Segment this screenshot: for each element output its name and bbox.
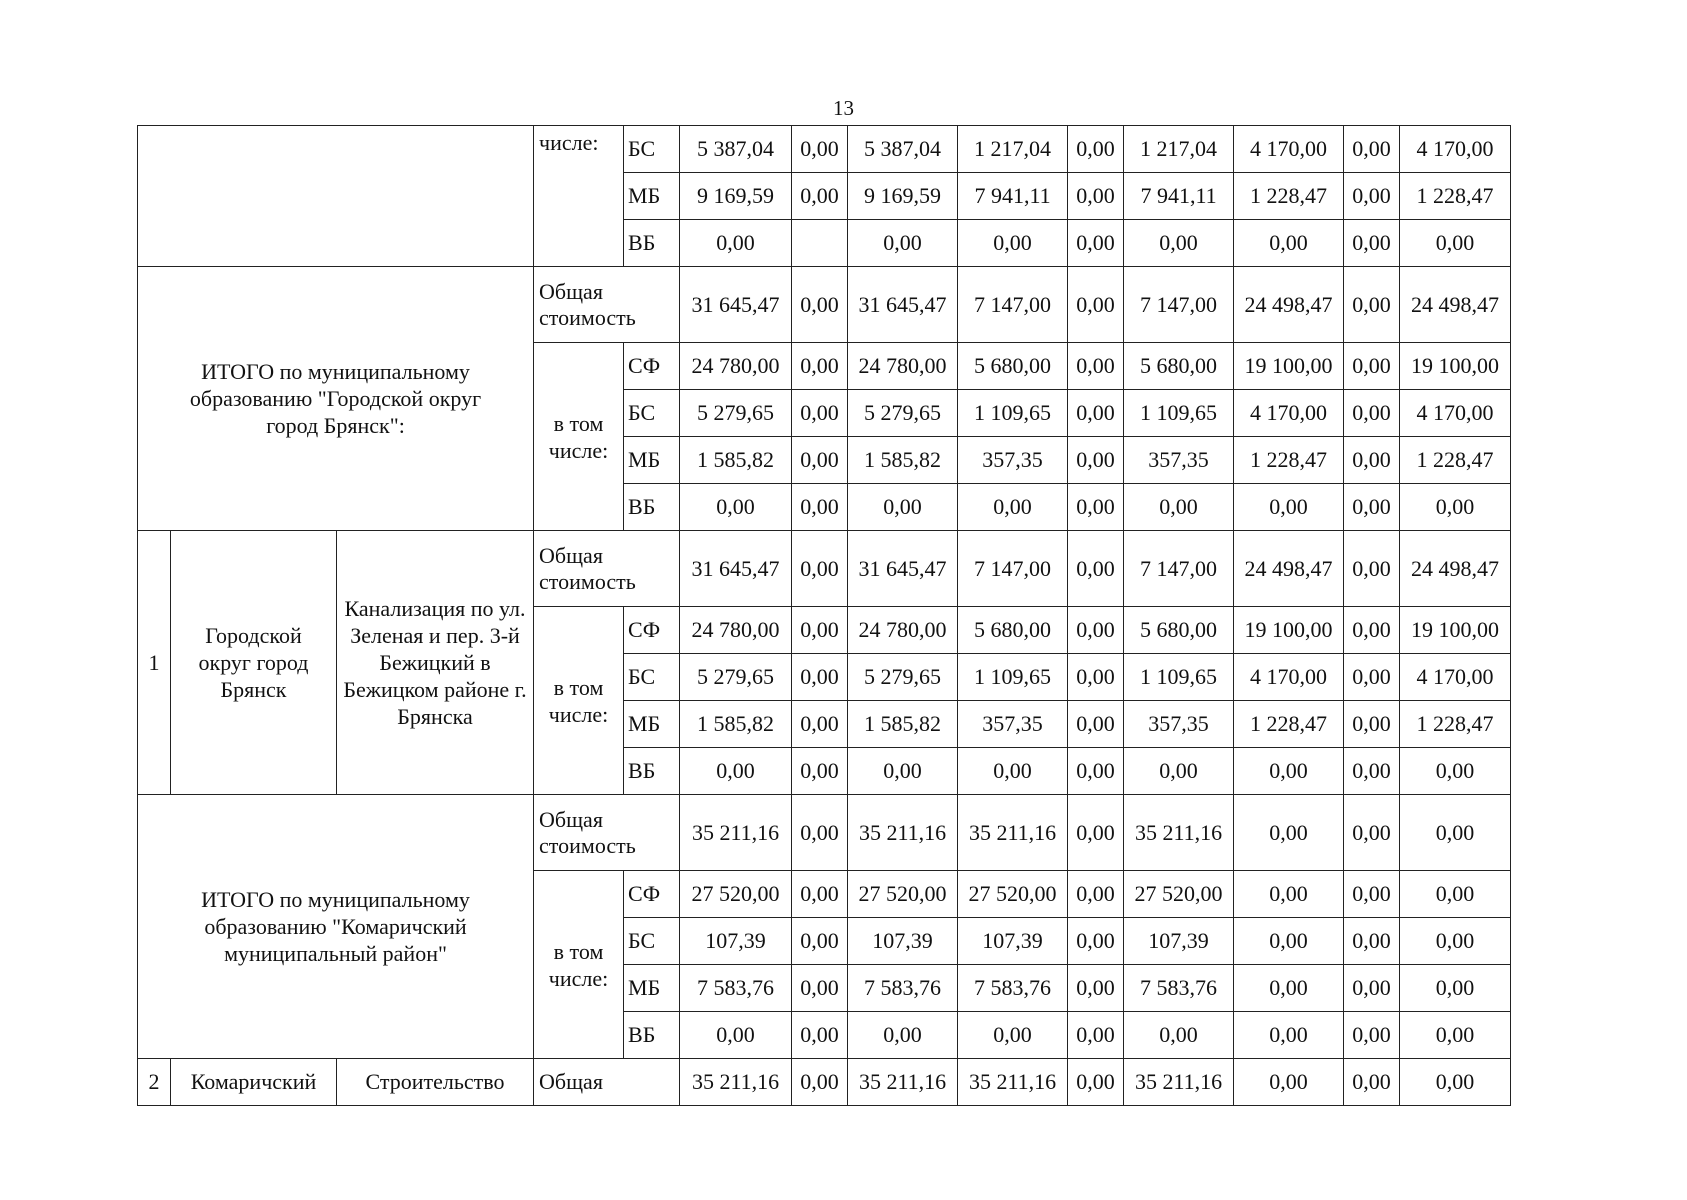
value-cell: 0,00 xyxy=(1344,965,1400,1012)
value-cell: 0,00 xyxy=(1344,918,1400,965)
value-cell: 1 585,82 xyxy=(680,701,792,748)
value-cell: 4 170,00 xyxy=(1400,126,1511,173)
value-cell: 24 498,47 xyxy=(1234,267,1344,343)
value-cell: 0,00 xyxy=(792,918,848,965)
value-cell: 0,00 xyxy=(792,965,848,1012)
value-cell: 0,00 xyxy=(1068,484,1124,531)
value-cell: 35 211,16 xyxy=(958,1059,1068,1106)
value-cell: 0,00 xyxy=(1234,918,1344,965)
value-cell: 0,00 xyxy=(1234,484,1344,531)
value-cell: 7 147,00 xyxy=(1124,531,1234,607)
value-cell: 0,00 xyxy=(792,390,848,437)
value-cell: 7 583,76 xyxy=(1124,965,1234,1012)
table-row xyxy=(138,795,1511,871)
value-cell: 7 583,76 xyxy=(848,965,958,1012)
value-cell: 27 520,00 xyxy=(958,871,1068,918)
value-cell: 0,00 xyxy=(1068,437,1124,484)
source-label: МБ xyxy=(624,437,680,484)
value-cell: 0,00 xyxy=(1068,871,1124,918)
value-cell: 0,00 xyxy=(1068,965,1124,1012)
value-cell: 4 170,00 xyxy=(1234,126,1344,173)
total-cost-label: Общая стоимость xyxy=(534,795,680,871)
source-label: ВБ xyxy=(624,1012,680,1059)
source-label: БС xyxy=(624,918,680,965)
value-cell: 35 211,16 xyxy=(1124,1059,1234,1106)
value-cell: 7 147,00 xyxy=(958,531,1068,607)
value-cell: 0,00 xyxy=(1068,1059,1124,1106)
value-cell: 5 279,65 xyxy=(848,654,958,701)
value-cell: 0,00 xyxy=(1068,701,1124,748)
value-cell: 0,00 xyxy=(1068,531,1124,607)
value-cell: 24 780,00 xyxy=(680,343,792,390)
value-cell: 35 211,16 xyxy=(958,795,1068,871)
value-cell: 0,00 xyxy=(792,654,848,701)
including-label: в том числе: xyxy=(534,607,624,795)
value-cell: 0,00 xyxy=(958,748,1068,795)
including-label: в том числе: xyxy=(534,871,624,1059)
value-cell: 0,00 xyxy=(848,748,958,795)
value-cell: 0,00 xyxy=(792,484,848,531)
value-cell: 0,00 xyxy=(792,795,848,871)
value-cell: 7 147,00 xyxy=(1124,267,1234,343)
value-cell: 24 780,00 xyxy=(848,607,958,654)
row-number: 2 xyxy=(138,1059,171,1106)
value-cell: 0,00 xyxy=(1344,343,1400,390)
value-cell: 7 941,11 xyxy=(1124,173,1234,220)
value-cell: 1 228,47 xyxy=(1234,437,1344,484)
value-cell: 0,00 xyxy=(1400,918,1511,965)
value-cell: 35 211,16 xyxy=(680,1059,792,1106)
value-cell: 0,00 xyxy=(1344,484,1400,531)
value-cell: 0,00 xyxy=(958,220,1068,267)
empty-label-cell xyxy=(138,126,534,267)
total-cost-label: Общая стоимость xyxy=(534,531,680,607)
value-cell: 35 211,16 xyxy=(848,1059,958,1106)
row-number: 1 xyxy=(138,531,171,795)
value-cell: 0,00 xyxy=(1068,267,1124,343)
value-cell: 0,00 xyxy=(680,748,792,795)
source-label: БС xyxy=(624,126,680,173)
value-cell: 0,00 xyxy=(1344,1012,1400,1059)
value-cell: 0,00 xyxy=(1068,1012,1124,1059)
value-cell: 1 109,65 xyxy=(958,390,1068,437)
total-cost-label: Общая стоимость xyxy=(534,267,680,343)
source-label: МБ xyxy=(624,965,680,1012)
value-cell: 0,00 xyxy=(1234,220,1344,267)
value-cell: 35 211,16 xyxy=(1124,795,1234,871)
value-cell: 19 100,00 xyxy=(1400,343,1511,390)
budget-table xyxy=(137,125,1511,1106)
value-cell: 0,00 xyxy=(1068,748,1124,795)
table-row xyxy=(138,1059,1511,1106)
value-cell: 5 680,00 xyxy=(1124,607,1234,654)
value-cell: 0,00 xyxy=(1400,484,1511,531)
value-cell: 5 680,00 xyxy=(958,607,1068,654)
value-cell: 0,00 xyxy=(680,484,792,531)
value-cell: 35 211,16 xyxy=(848,795,958,871)
value-cell: 0,00 xyxy=(1124,1012,1234,1059)
value-cell: 0,00 xyxy=(1400,220,1511,267)
source-label: СФ xyxy=(624,343,680,390)
value-cell: 4 170,00 xyxy=(1234,654,1344,701)
source-label: ВБ xyxy=(624,748,680,795)
value-cell: 0,00 xyxy=(680,1012,792,1059)
value-cell: 0,00 xyxy=(1234,1059,1344,1106)
value-cell: 24 780,00 xyxy=(848,343,958,390)
including-label: в том числе: xyxy=(534,343,624,531)
value-cell: 0,00 xyxy=(1400,748,1511,795)
value-cell: 0,00 xyxy=(1068,654,1124,701)
value-cell: 0,00 xyxy=(1068,390,1124,437)
value-cell: 1 228,47 xyxy=(1234,173,1344,220)
value-cell: 357,35 xyxy=(958,701,1068,748)
value-cell: 0,00 xyxy=(1400,1059,1511,1106)
value-cell: 4 170,00 xyxy=(1400,390,1511,437)
value-cell: 0,00 xyxy=(1068,918,1124,965)
value-cell: 107,39 xyxy=(1124,918,1234,965)
total-bryansk-title: ИТОГО по муниципальному образованию "Городской округ город Брянск": xyxy=(138,267,534,531)
value-cell: 0,00 xyxy=(1344,871,1400,918)
value-cell: 1 585,82 xyxy=(848,437,958,484)
value-cell: 1 109,65 xyxy=(958,654,1068,701)
value-cell: 31 645,47 xyxy=(680,267,792,343)
value-cell: 0,00 xyxy=(1068,607,1124,654)
value-cell: 9 169,59 xyxy=(848,173,958,220)
value-cell: 107,39 xyxy=(958,918,1068,965)
value-cell: 0,00 xyxy=(792,437,848,484)
value-cell: 5 680,00 xyxy=(958,343,1068,390)
value-cell: 0,00 xyxy=(1344,795,1400,871)
value-cell: 1 228,47 xyxy=(1400,437,1511,484)
value-cell: 1 228,47 xyxy=(1234,701,1344,748)
value-cell: 0,00 xyxy=(1400,871,1511,918)
value-cell: 357,35 xyxy=(1124,437,1234,484)
value-cell: 31 645,47 xyxy=(848,267,958,343)
value-cell: 0,00 xyxy=(1234,965,1344,1012)
value-cell: 7 583,76 xyxy=(680,965,792,1012)
value-cell: 0,00 xyxy=(848,484,958,531)
value-cell: 0,00 xyxy=(1234,795,1344,871)
source-label: СФ xyxy=(624,871,680,918)
value-cell: 1 585,82 xyxy=(848,701,958,748)
value-cell: 27 520,00 xyxy=(1124,871,1234,918)
including-label: числе: xyxy=(534,126,624,267)
table-row xyxy=(138,126,1511,173)
value-cell: 0,00 xyxy=(1344,607,1400,654)
value-cell: 24 780,00 xyxy=(680,607,792,654)
municipality-name: Городской округ город Брянск xyxy=(171,531,337,795)
value-cell: 107,39 xyxy=(848,918,958,965)
value-cell: 0,00 xyxy=(1124,220,1234,267)
value-cell: 0,00 xyxy=(792,267,848,343)
value-cell: 0,00 xyxy=(1068,343,1124,390)
value-cell: 19 100,00 xyxy=(1400,607,1511,654)
value-cell: 357,35 xyxy=(958,437,1068,484)
value-cell: 24 498,47 xyxy=(1234,531,1344,607)
value-cell: 0,00 xyxy=(1068,126,1124,173)
value-cell: 0,00 xyxy=(848,220,958,267)
value-cell: 35 211,16 xyxy=(680,795,792,871)
value-cell: 7 583,76 xyxy=(958,965,1068,1012)
object-name: Строительство xyxy=(337,1059,534,1106)
value-cell: 0,00 xyxy=(1234,871,1344,918)
value-cell: 0,00 xyxy=(1068,173,1124,220)
value-cell: 0,00 xyxy=(792,343,848,390)
object-name: Канализация по ул. Зеленая и пер. 3-й Бежицкий в Бежицком районе г. Брянска xyxy=(337,531,534,795)
source-label: СФ xyxy=(624,607,680,654)
value-cell: 0,00 xyxy=(1344,531,1400,607)
value-cell: 0,00 xyxy=(1344,267,1400,343)
value-cell: 5 279,65 xyxy=(680,390,792,437)
value-cell: 19 100,00 xyxy=(1234,343,1344,390)
source-label: МБ xyxy=(624,173,680,220)
value-cell: 1 217,04 xyxy=(1124,126,1234,173)
page-number: 13 xyxy=(833,96,854,120)
value-cell: 0,00 xyxy=(1344,126,1400,173)
source-label: ВБ xyxy=(624,484,680,531)
value-cell: 0,00 xyxy=(958,1012,1068,1059)
value-cell: 7 941,11 xyxy=(958,173,1068,220)
value-cell: 107,39 xyxy=(680,918,792,965)
value-cell: 0,00 xyxy=(792,871,848,918)
value-cell: 5 279,65 xyxy=(680,654,792,701)
value-cell: 0,00 xyxy=(1344,748,1400,795)
value-cell: 9 169,59 xyxy=(680,173,792,220)
source-label: БС xyxy=(624,390,680,437)
table-row xyxy=(138,531,1511,607)
value-cell: 0,00 xyxy=(1234,748,1344,795)
value-cell: 1 585,82 xyxy=(680,437,792,484)
value-cell: 27 520,00 xyxy=(680,871,792,918)
value-cell: 7 147,00 xyxy=(958,267,1068,343)
value-cell: 1 228,47 xyxy=(1400,173,1511,220)
value-cell: 0,00 xyxy=(848,1012,958,1059)
value-cell: 0,00 xyxy=(1344,220,1400,267)
value-cell: 5 680,00 xyxy=(1124,343,1234,390)
value-cell: 0,00 xyxy=(792,607,848,654)
value-cell: 4 170,00 xyxy=(1400,654,1511,701)
value-cell: 0,00 xyxy=(792,1012,848,1059)
value-cell: 0,00 xyxy=(1124,484,1234,531)
value-cell: 0,00 xyxy=(1344,390,1400,437)
value-cell: 0,00 xyxy=(792,748,848,795)
value-cell: 0,00 xyxy=(792,126,848,173)
value-cell: 0,00 xyxy=(1068,795,1124,871)
total-cost-label: Общая xyxy=(534,1059,680,1106)
value-cell: 19 100,00 xyxy=(1234,607,1344,654)
value-cell: 0,00 xyxy=(1234,1012,1344,1059)
value-cell: 27 520,00 xyxy=(848,871,958,918)
value-cell: 1 217,04 xyxy=(958,126,1068,173)
value-cell: 1 228,47 xyxy=(1400,701,1511,748)
value-cell: 0,00 xyxy=(1344,701,1400,748)
source-label: ВБ xyxy=(624,220,680,267)
value-cell: 0,00 xyxy=(1124,748,1234,795)
value-cell: 0,00 xyxy=(1068,220,1124,267)
value-cell: 0,00 xyxy=(792,1059,848,1106)
value-cell: 4 170,00 xyxy=(1234,390,1344,437)
value-cell: 0,00 xyxy=(1344,437,1400,484)
value-cell: 24 498,47 xyxy=(1400,531,1511,607)
value-cell: 0,00 xyxy=(1400,795,1511,871)
value-cell: 0,00 xyxy=(1344,1059,1400,1106)
value-cell: 0,00 xyxy=(1344,654,1400,701)
value-cell: 0,00 xyxy=(1344,173,1400,220)
value-cell: 0,00 xyxy=(680,220,792,267)
municipality-name: Комаричский xyxy=(171,1059,337,1106)
value-cell: 0,00 xyxy=(792,701,848,748)
value-cell: 0,00 xyxy=(792,173,848,220)
source-label: БС xyxy=(624,654,680,701)
source-label: МБ xyxy=(624,701,680,748)
value-cell: 0,00 xyxy=(792,531,848,607)
value-cell: 1 109,65 xyxy=(1124,654,1234,701)
value-cell: 0,00 xyxy=(1400,1012,1511,1059)
value-cell: 0,00 xyxy=(958,484,1068,531)
value-cell: 31 645,47 xyxy=(848,531,958,607)
value-cell: 5 279,65 xyxy=(848,390,958,437)
value-cell: 357,35 xyxy=(1124,701,1234,748)
value-cell: 5 387,04 xyxy=(848,126,958,173)
table-row xyxy=(138,267,1511,343)
value-cell: 31 645,47 xyxy=(680,531,792,607)
value-cell xyxy=(792,220,848,267)
value-cell: 24 498,47 xyxy=(1400,267,1511,343)
value-cell: 0,00 xyxy=(1400,965,1511,1012)
value-cell: 5 387,04 xyxy=(680,126,792,173)
value-cell: 1 109,65 xyxy=(1124,390,1234,437)
total-komarichi-title: ИТОГО по муниципальному образованию "Комаричский муниципальный район" xyxy=(138,795,534,1059)
